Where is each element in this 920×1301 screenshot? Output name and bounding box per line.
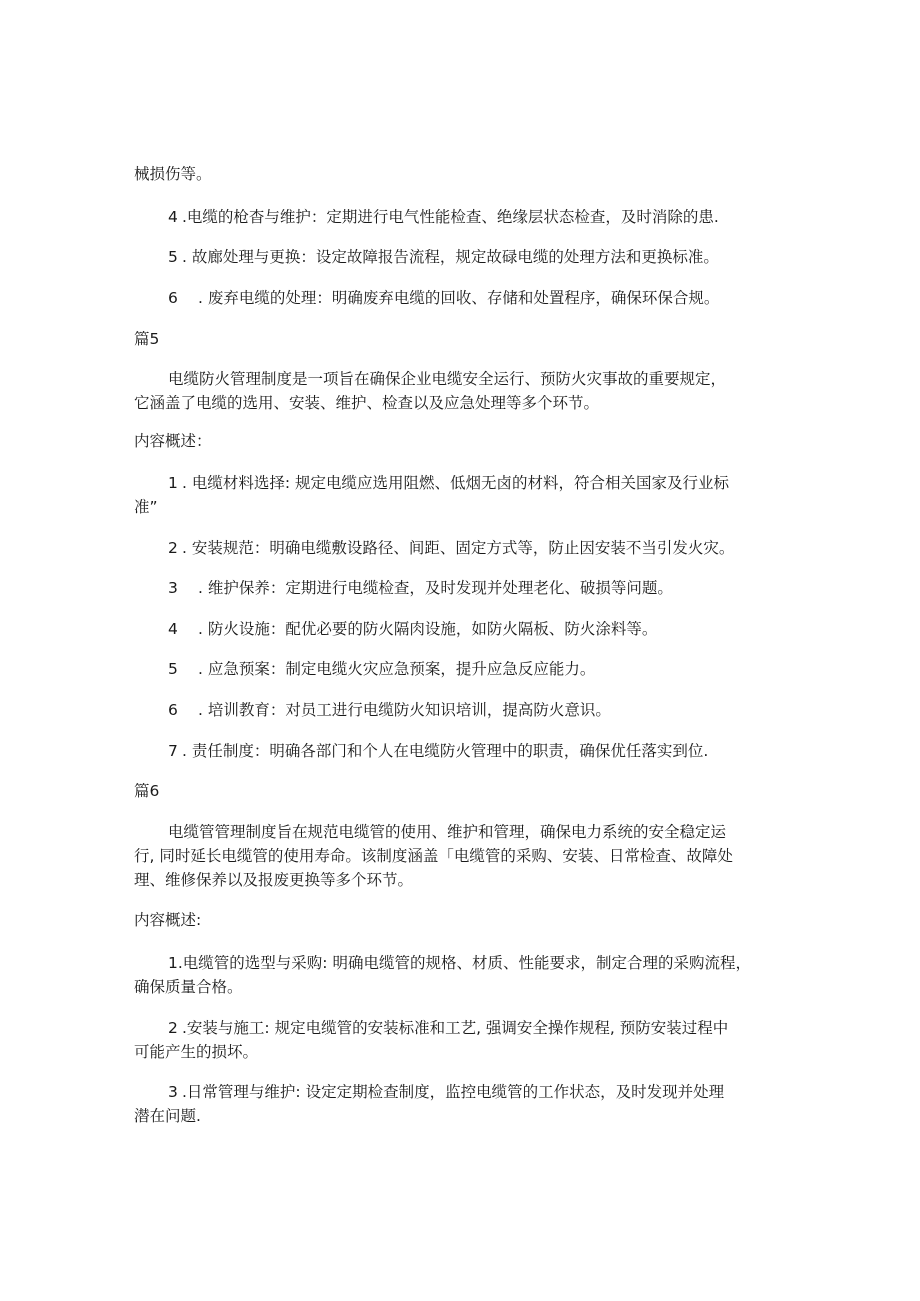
list-item-number: 2 [168, 539, 178, 557]
list-item-number: 5 [168, 248, 178, 266]
list-item-text: . 培训教育：对员工进行电缆防火知识培训，提高防火意识。 [198, 701, 611, 719]
list-item-number: 4 [168, 208, 178, 226]
list-item-number: 6 [168, 701, 178, 719]
list-item-wrapped [134, 471, 794, 519]
paragraph-line: 电缆防火管理制度是一项旨在确保企业电缆安全运行、预防火灾事故的重要规定， [168, 370, 727, 388]
list-item-wrapped [134, 1016, 794, 1064]
list-item-text: . 维护保养：定期进行电缆检查，及时发现并处理老化、破损等问题。 [198, 579, 673, 597]
list-item-continuation: 准” [134, 498, 158, 516]
paragraph-section6-intro [134, 820, 790, 892]
paragraph-section5-intro [134, 367, 790, 415]
section-heading-5: 篇5 [134, 330, 160, 348]
list-item-text: . 故廊处理与更换：设定故障报告流程，规定故碌电缆的处理方法和更换标准。 [182, 248, 719, 266]
list-item-wrapped [134, 951, 794, 999]
list-item-text: . 责任制度：明确各部门和个人在电缆防火管理中的职责，确保优任落实到位. [182, 742, 709, 760]
paragraph-line: 电缆管管理制度旨在规范电缆管的使用、维护和管理，确保电力系统的安全稳定运 [168, 823, 727, 841]
list-item-continuation: 潜在问题. [134, 1107, 201, 1125]
paragraph-line: 行, 同时延长电缆管的使用寿命。该制度涵盖「电缆管的采购、安装、日常检查、故障处 [134, 847, 733, 865]
paragraph-line: 理、维修保养以及报废更换等多个环节。 [134, 871, 414, 889]
overview-label-5: 内容概述： [134, 432, 212, 450]
list-item-number: 7 [168, 742, 178, 760]
overview-label-6: 内容概述: [134, 911, 202, 929]
list-item-text: . 安装规范：明确电缆敷设路径、间距、固定方式等，防止因安装不当引发火灾。 [182, 539, 735, 557]
list-item-number: 2 [168, 1019, 178, 1037]
list-item-continuation: 确保质量合格。 [134, 978, 243, 996]
list-item-text: . 电缆材料选择: 规定电缆应选用阻燃、低烟无卤的材料，符合相关国家及行业标 [182, 474, 730, 492]
list-item-number: 6 [168, 289, 178, 307]
list-item-text: .日常管理与维护: 设定定期检查制度，监控电缆管的工作状态，及时发现并处理 [182, 1083, 725, 1101]
list-item-text: . 废弃电缆的处理：明确废弃电缆的回收、存储和处置程序，确保环保合规。 [198, 289, 720, 307]
text-line-top-tail: 械损伤等。 [134, 165, 212, 183]
list-item-number: 1 [168, 474, 178, 492]
paragraph-line: 它涵盖了电缆的选用、安装、维护、检查以及应急处理等多个环节。 [134, 394, 600, 412]
list-item-number: 3 [168, 579, 178, 597]
list-item-text: 1.电缆管的选型与采购: 明确电缆管的规格、材质、性能要求，制定合理的采购流程， [168, 954, 751, 972]
list-item-text: .安装与施工: 规定电缆管的安装标准和工艺, 强调安全操作规程, 预防安装过程中 [182, 1019, 729, 1037]
list-item-number: 4 [168, 620, 178, 638]
list-item-text: .电缆的枪杳与维护：定期进行电气性能检查、绝缘层状态检查，及时消除的患. [182, 208, 719, 226]
list-item-text: . 应急预案：制定电缆火灾应急预案，提升应急反应能力。 [198, 660, 596, 678]
list-item-continuation: 可能产生的损坏。 [134, 1043, 259, 1061]
list-item-wrapped [134, 1080, 794, 1128]
list-item-text: . 防火设施：配优必要的防火隔肉设施，如防火隔板、防火涂料等。 [198, 620, 658, 638]
list-item-number: 5 [168, 660, 178, 678]
list-item-number: 3 [168, 1083, 178, 1101]
section-heading-6: 篇6 [134, 782, 160, 800]
